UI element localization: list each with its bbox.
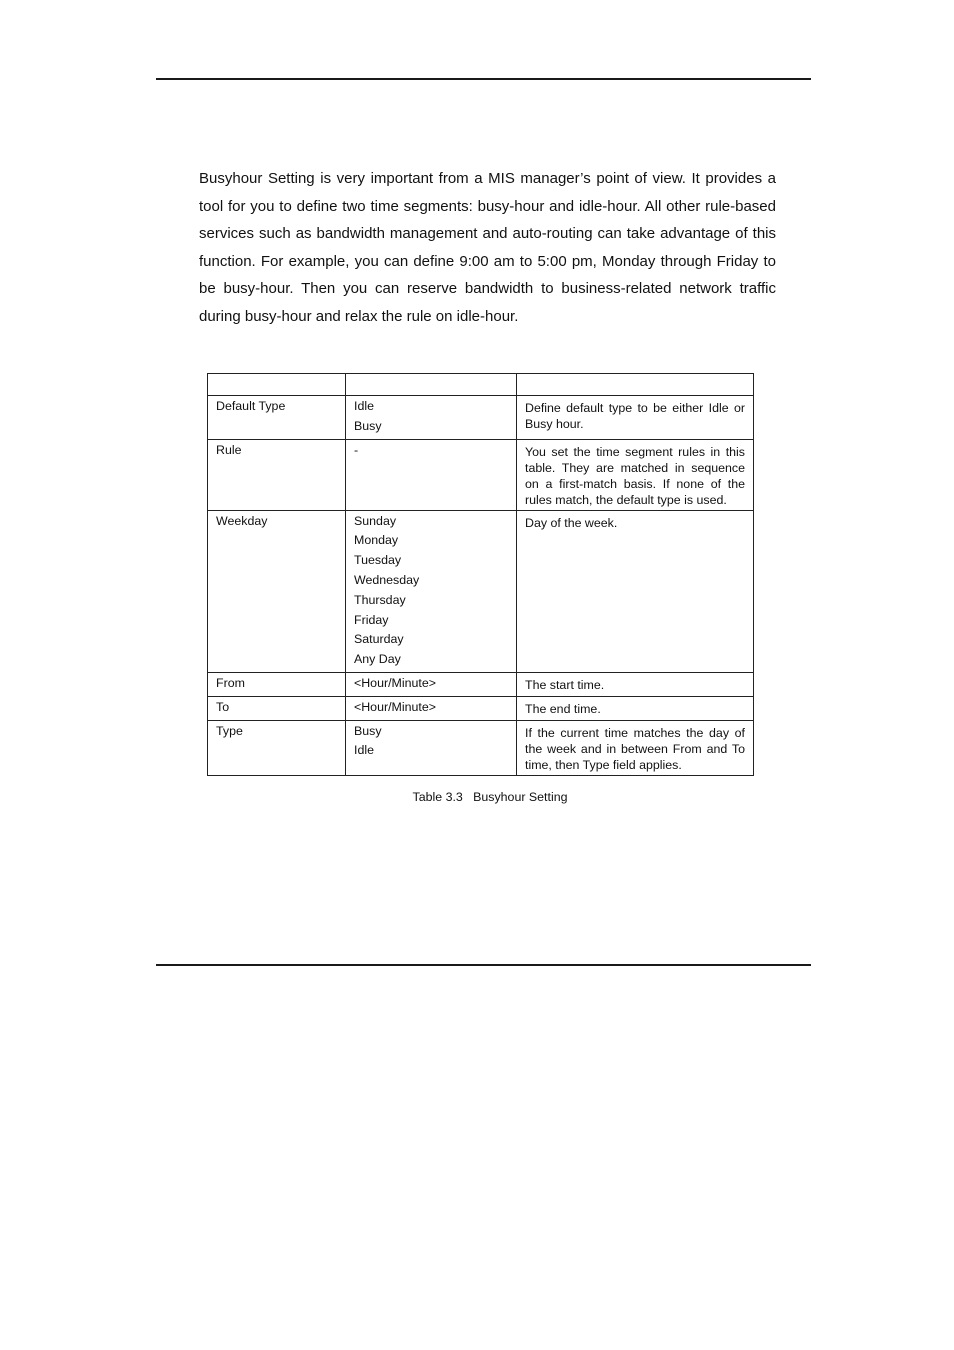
description-cell: If the current time matches the day of the week and in between From and To time, then Type field applies. — [517, 720, 754, 775]
value-option: Thursday — [354, 592, 406, 607]
description-cell: The end time. — [517, 696, 754, 720]
param-cell: Default Type — [208, 396, 346, 440]
table-row — [208, 510, 754, 672]
param-cell: Rule — [208, 439, 346, 510]
values-cell — [346, 396, 517, 440]
description-cell: Day of the week. — [517, 510, 754, 672]
value-option: Wednesday — [354, 572, 420, 587]
table-row — [208, 672, 754, 696]
value-option: - — [354, 442, 359, 457]
header-cell — [517, 374, 754, 396]
values-cell — [346, 672, 517, 696]
header-cell — [208, 374, 346, 396]
description-cell: You set the time segment rules in this table. They are matched in sequence on a first-match basis. If none of the rules match, the default type is used. — [517, 439, 754, 510]
value-option: Friday — [354, 612, 389, 627]
values-cell — [346, 510, 517, 672]
value-option: Idle — [354, 743, 374, 758]
param-cell: Type — [208, 720, 346, 775]
table-row — [208, 439, 754, 510]
values-cell — [346, 439, 517, 510]
description-cell: The start time. — [517, 672, 754, 696]
value-option: Any Day — [354, 652, 401, 667]
table-row — [208, 696, 754, 720]
header-cell — [346, 374, 517, 396]
param-cell: Weekday — [208, 510, 346, 672]
value-option: Busy — [354, 723, 382, 738]
table-row — [208, 720, 754, 775]
value-option: Busy — [354, 418, 382, 433]
value-option: Sunday — [354, 513, 397, 528]
header-rule — [156, 78, 811, 80]
value-option: <Hour/Minute> — [354, 675, 436, 690]
table-header-row — [208, 374, 754, 396]
description-cell: Define default type to be either Idle or Busy hour. — [517, 396, 754, 440]
values-cell — [346, 696, 517, 720]
footer-rule — [156, 964, 811, 966]
value-option: Monday — [354, 533, 399, 548]
table-row — [208, 396, 754, 440]
table-caption: Table 3.3 Busyhour Setting — [412, 790, 568, 804]
param-cell: From — [208, 672, 346, 696]
values-cell — [346, 720, 517, 775]
intro-paragraph: Busyhour Setting is very important from a MIS manager’s point of view. It provides a tool for you to define two time segments: busy-hour and idle-hour. All other rule-based services such as bandwidth management and auto-routing can take advantage of this function. For example, you can define 9:00 am to 5:00 pm, Monday through Friday to be busy-hour. Then you can reserve bandwidth to business-related network traffic during busy-hour and relax the rule on idle-hour. — [199, 170, 776, 325]
busyhour-settings-table — [207, 373, 754, 776]
value-option: Tuesday — [354, 553, 402, 568]
value-option: Idle — [354, 399, 374, 413]
value-option: Saturday — [354, 632, 404, 647]
param-cell: To — [208, 696, 346, 720]
value-option: <Hour/Minute> — [354, 699, 436, 714]
